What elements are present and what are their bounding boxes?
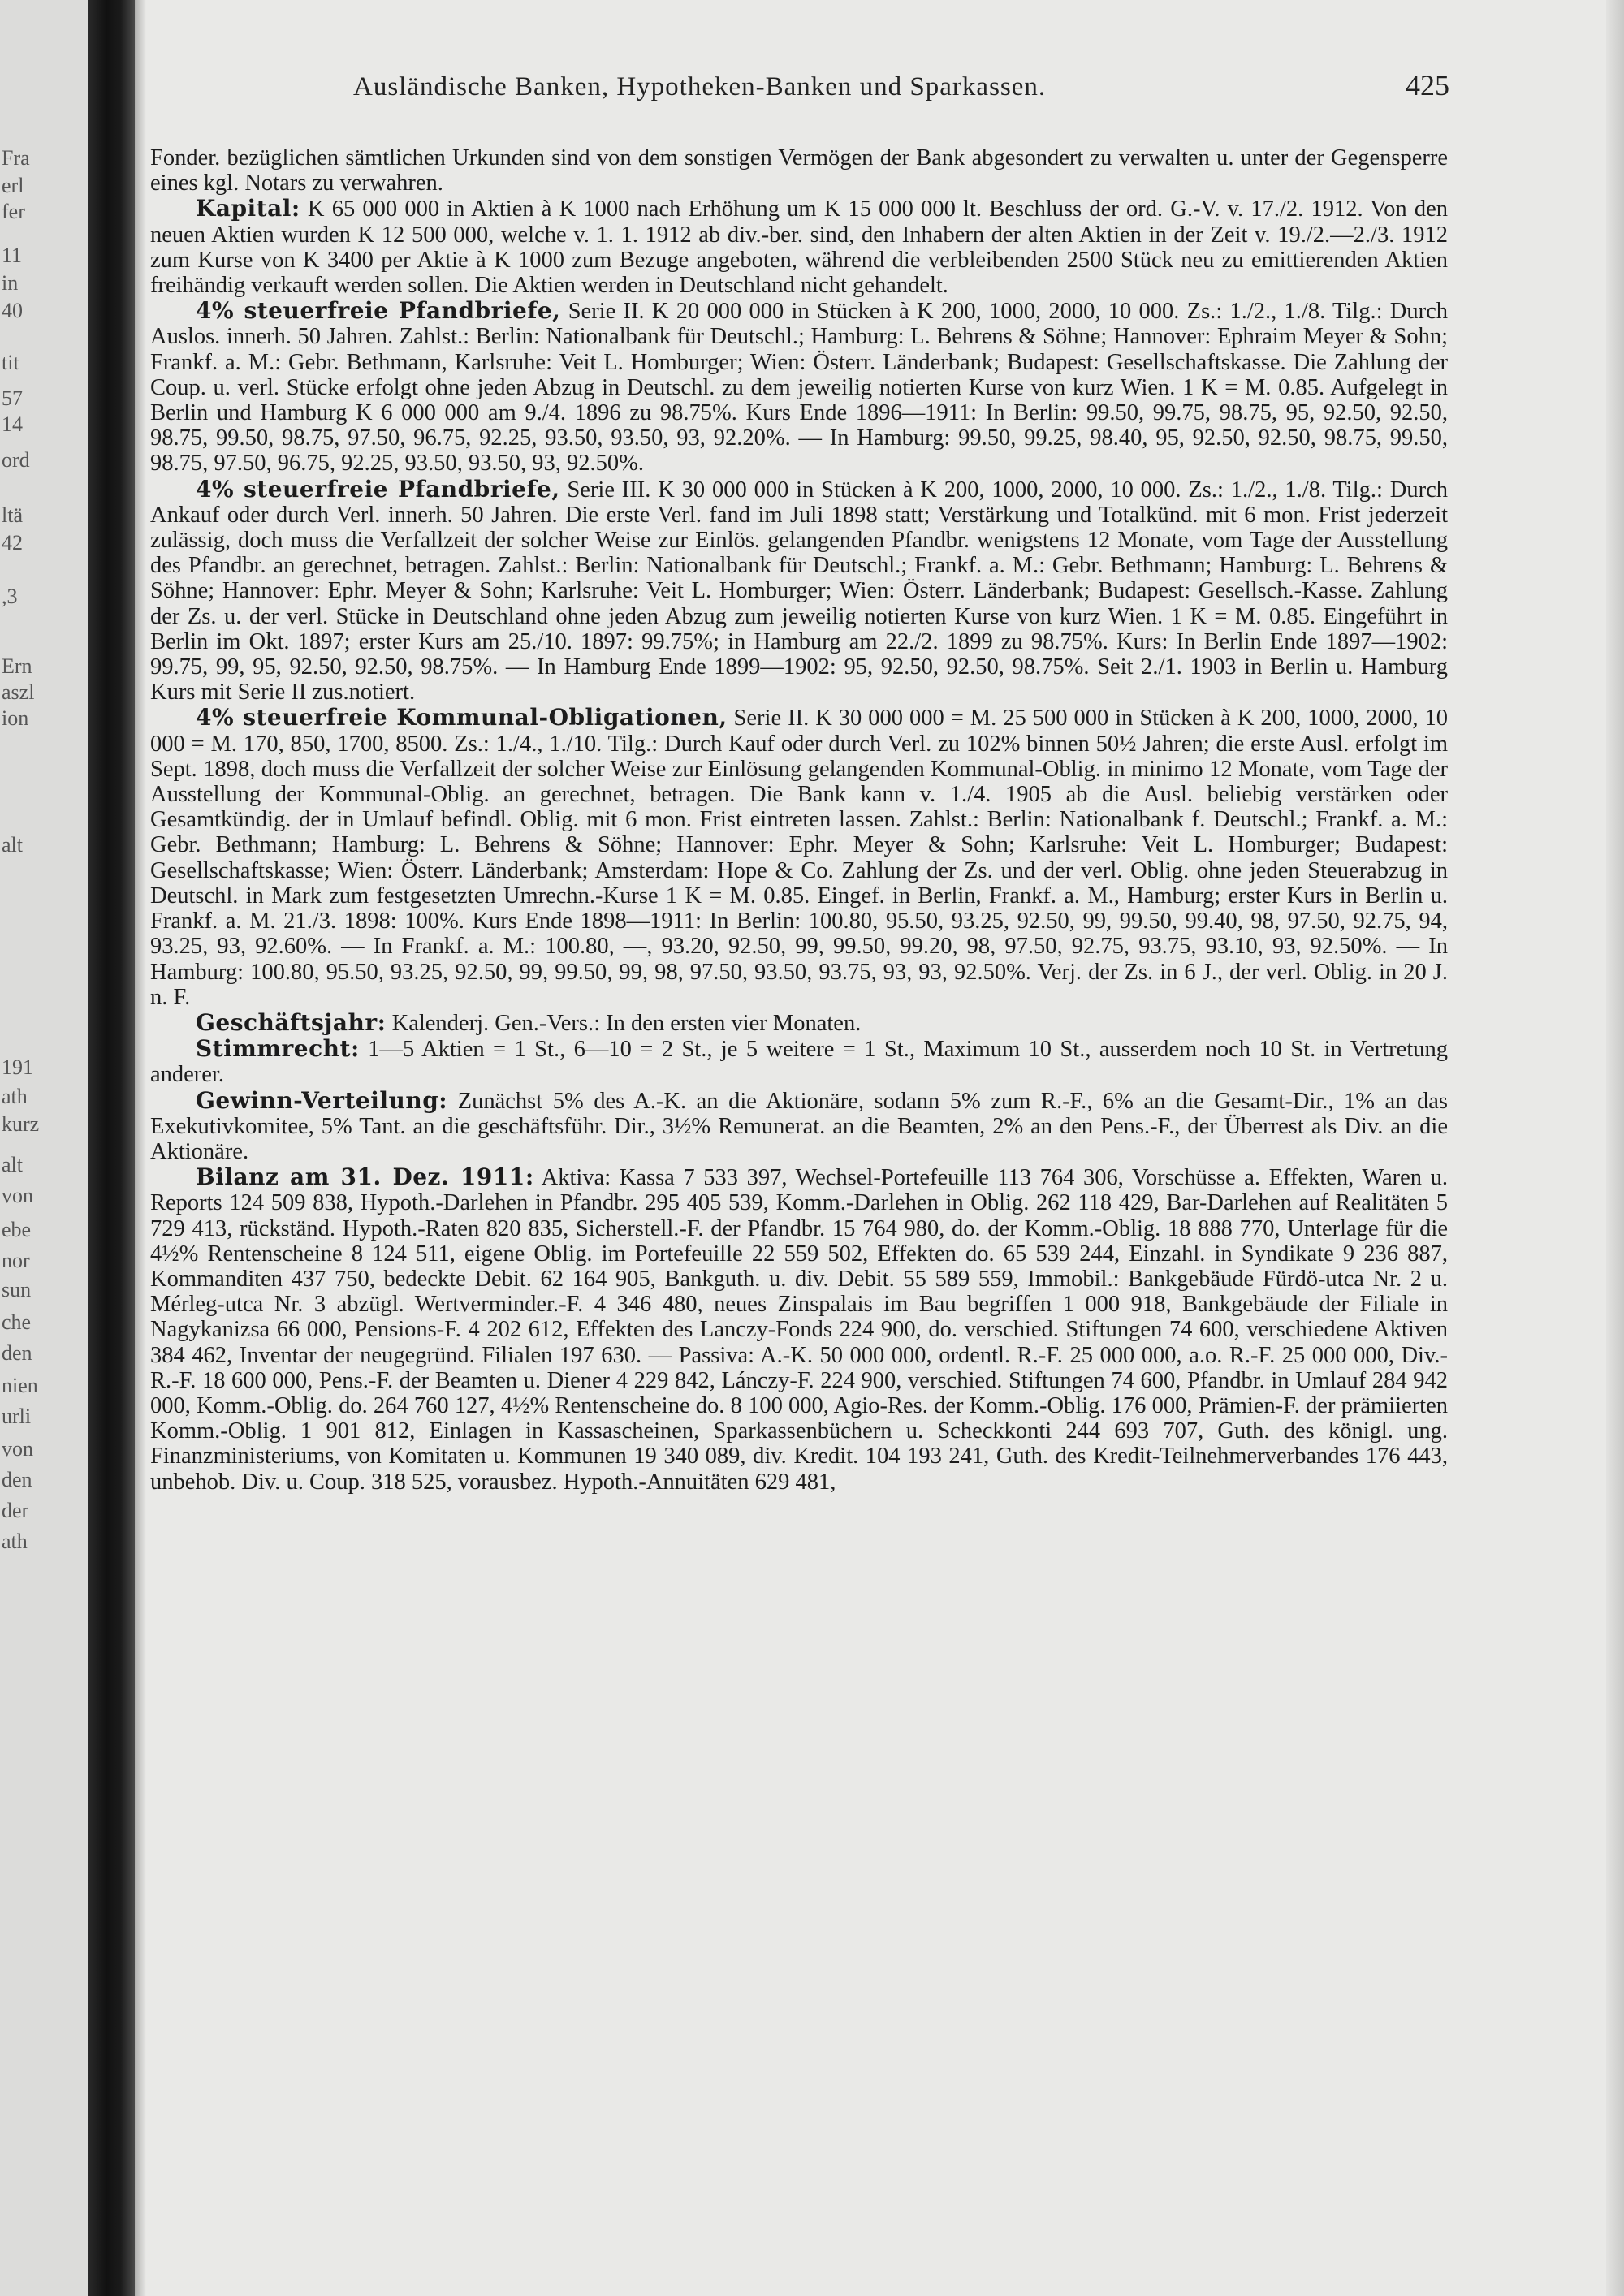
margin-fragment: ion — [2, 706, 29, 730]
margin-fragment: urli — [2, 1405, 32, 1428]
paragraph-body: Zunächst 5% des A.-K. an die Aktionäre, sodann 5% zum R.-F., 6% an die Gesamt-Dir., 1% an das Exekutivkomitee, 5% Tant. an die geschäftsführ. Dir., 3½% Remunerat. an die Beamten, 2% an den Pens.-F., der Überrest als Div. an die Aktionäre. — [150, 1088, 1448, 1164]
margin-fragment: Ern — [2, 654, 32, 678]
body-text — [150, 145, 1448, 1495]
margin-fragment: tit — [2, 351, 19, 374]
paragraph — [150, 145, 1448, 196]
paragraph-lead: Bilanz am 31. Dez. 1911: — [196, 1163, 534, 1191]
paragraph-gewinn-verteilung — [150, 1088, 1448, 1165]
margin-fragment: 40 — [2, 299, 23, 322]
margin-fragment: den — [2, 1341, 32, 1365]
paragraph-body: Aktiva: Kassa 7 533 397, Wechsel-Portefeuille 113 764 306, Vorschüsse a. Effekten, Waren u. Reports 124 509 838, Hypoth.-Darlehen in Pfandbr. 295 405 539, Komm.-Darlehen in Oblig. 262 118 429, Bar-Darlehen auf Realitäten 5 729 413, rückständ. Hypoth.-Raten 820 835, Sicherstell.-F. der Pfandbr. 15 764 980, do. der Komm.-Oblig. 18 888 770, Unterlage für die 4½% Rentenscheine 8 124 511, eigene Oblig. im Portefeuille 22 559 502, Effekten do. 65 539 244, Einzahl. in Syndikate 9 236 887, Kommanditen 437 750, bedeckte Debit. 62 164 905, Bankguth. u. div. Debit. 55 589 559, Immobil.: Bankgebäude Fürdö-utca Nr. 2 u. Mérleg-utca Nr. 3 abzügl. Wertverminder.-F. 4 346 480, neues Zinspalais im Bau begriffen 1 000 918, Bankgebäude der Filiale in Nagykanizsa 66 000, Pensions-F. 4 202 612, Effekten des Lanczy-Fonds 224 900, do. verschied. Stiftungen 74 600, verschiedene Aktiven 384 462, Inventar der neugegründ. Filialen 197 630. — Passiva: A.-K. 50 000 000, ordentl. R.-F. 25 000 000, a.o. R.-F. 25 000 000, Div.-R.-F. 18 600 000, Pens.-F. der Beamten u. Diener 4 229 842, Lánczy-F. 224 900, verschied. Stiftungen 74 600, Pfandbr. in Umlauf 284 942 000, Komm.-Oblig. do. 264 760 127, 4½% Rentenscheine do. 8 100 000, Agio-Res. der Komm.-Oblig. 176 000, Prämien-F. der prämiierten Komm.-Oblig. 1 901 812, Einlagen in Kassascheinen, Sparkassenbüchern u. Scheckkonti 244 693 707, Guth. des königl. ung. Finanzministeriums, von Komitaten u. Kommunen 19 340 089, div. Kredit. 104 193 241, Guth. des Kredit-Teilnehmerverbandes 176 443, unbehob. Div. u. Coup. 318 525, vorausbez. Hypoth.-Annuitäten 629 481, — [150, 1165, 1448, 1495]
margin-fragment: in — [2, 271, 19, 295]
paragraph-kapital — [150, 196, 1448, 298]
page-number: 425 — [1406, 69, 1449, 101]
margin-fragment: 42 — [2, 531, 23, 555]
margin-fragment: ebe — [2, 1218, 32, 1241]
paragraph-lead: 4% steuerfreie Pfandbriefe, — [196, 475, 560, 503]
margin-fragment: aszl — [2, 680, 35, 704]
margin-fragment: 57 — [2, 386, 23, 410]
margin-fragment: ,3 — [2, 585, 18, 608]
paragraph-body: Serie II. K 20 000 000 in Stücken à K 200, 1000, 2000, 10 000. Zs.: 1./2., 1./8. Tilg.: Durch Auslos. innerh. 50 Jahren. Zahlst.: Berlin: Nationalbank für Deutschl.; Hamburg: L. Behrens & Söhne; Hannover: Ephraim Meyer & Sohn; Frankf. a. M.: Gebr. Bethmann, Karlsruhe: Veit L. Homburger; Wien: Österr. Länderbank; Budapest: Gesellschaftskasse. Die Zahlung der Coup. u. verl. Stücke erfolgt ohne jeden Abzug in Deutschl. zu dem jeweilig notierten Kurse von kurz Wien. 1 K = M. 0.85. Aufgelegt in Berlin und Hamburg K 6 000 000 am 9./4. 1896 zu 98.75%. Kurs Ende 1896—1911: In Berlin: 99.50, 99.75, 98.75, 95, 92.50, 92.50, 98.75, 99.50, 98.75, 97.50, 96.75, 92.25, 93.50, 93.50, 93, 92.20%. — In Hamburg: 99.50, 99.25, 98.40, 95, 92.50, 92.50, 98.75, 99.50, 98.75, 97.50, 96.75, 92.25, 93.50, 93.50, 93, 92.50%. — [150, 299, 1448, 477]
paragraph-lead: 4% steuerfreie Pfandbriefe, — [196, 297, 561, 325]
margin-fragment: sun — [2, 1278, 32, 1301]
margin-fragment: Fra — [2, 146, 30, 170]
margin-fragment: ath — [2, 1530, 28, 1553]
margin-fragment: ord — [2, 448, 30, 472]
paragraph-pfandbriefe-serie-3 — [150, 477, 1448, 706]
paragraph-body: K 65 000 000 in Aktien à K 1000 nach Erhöhung um K 15 000 000 lt. Beschluss der ord. G.-V. v. 17./2. 1912. Von den neuen Aktien wurden K 12 500 000, welche v. 1. 1. 1912 ab div.-ber. sind, den Inhabern der alten Aktien in der Zeit v. 19./2.—2./3. 1912 zum Kurse von K 3400 per Aktie à K 1000 zum Bezuge angeboten, während die verbleibenden 2500 Stück neu zu emittierenden Aktien freihändig verkauft werden sollen. Die Aktien werden in Deutschland nicht gehandelt. — [150, 196, 1448, 299]
margin-fragment: nor — [2, 1249, 30, 1272]
paragraph-body: Fonder. bezüglichen sämtlichen Urkunden sind von dem sonstigen Vermögen der Bank abgesondert zu verwalten u. unter der Gegensperre eines kgl. Notars zu verwahren. — [150, 145, 1448, 196]
margin-fragment: ltä — [2, 503, 23, 527]
paragraph-pfandbriefe-serie-2 — [150, 298, 1448, 476]
paragraph-lead: Stimmrecht: — [196, 1035, 360, 1063]
margin-fragment: nien — [2, 1374, 38, 1397]
margin-fragment: kurz — [2, 1112, 40, 1136]
paragraph-body: Serie III. K 30 000 000 in Stücken à K 200, 1000, 2000, 10 000. Zs.: 1./2., 1./8. Tilg.: Durch Ankauf oder durch Verl. innerh. 50 Jahren. Die erste Verl. fand im Juli 1898 statt; Verstärkung und Totalkünd. mit 6 mon. Frist jederzeit zulässig, doch muss die Verfallzeit der solcher Weise zur Einlös. gelangenden Pfandbr. wenigstens 12 Monate, vom Tage der Ausstellung des Pfandbr. an gerechnet, betragen. Zahlst.: Berlin: Nationalbank für Deutschl.; Frankf. a. M.: Gebr. Bethmann; Hamburg: L. Behrens & Söhne; Hannover: Ephr. Meyer & Sohn; Karlsruhe: Veit L. Homburger; Wien: Österr. Länderbank; Budapest: Gesellsch.-Kasse. Zahlung der Zs. u. der verl. Stücke in Deutschland ohne jeden Abzug zum jeweilig notierten Kurse von kurz Wien. 1 K = M. 0.85. Eingeführt in Berlin im Okt. 1897; erster Kurs am 25./10. 1897: 99.75%; in Hamburg am 22./2. 1899 zu 98.75%. Kurs: In Berlin Ende 1897—1902: 99.75, 99, 95, 92.50, 92.50, 98.75%. — In Hamburg Ende 1899—1902: 95, 92.50, 92.50, 98.75%. Seit 2./1. 1903 in Berlin u. Hamburg Kurs mit Serie II zus.notiert. — [150, 477, 1448, 706]
paragraph-body: Serie II. K 30 000 000 = M. 25 500 000 in Stücken à K 200, 1000, 2000, 10 000 = M. 170, 850, 1700, 8500. Zs.: 1./4., 1./10. Tilg.: Durch Kauf oder durch Verl. zu 102% binnen 50½ Jahren; die erste Ausl. erfolgt im Sept. 1898, doch muss die Verfallzeit der solcher Weise zur Einlösung gelangenden Kommunal-Oblig. in minimo 12 Monate, vom Tage der Ausstellung der Kommunal-Oblig. an gerechnet, betragen. Die Bank kann v. 1./4. 1905 ab die Ausl. beliebig verstärken oder Gesamtkündig. der in Umlauf befindl. Oblig. mit 6 mon. Frist eintreten lassen. Zahlst.: Berlin: Nationalbank f. Deutschl.; Frankf. a. M.: Gebr. Bethmann; Hamburg: L. Behrens & Söhne; Hannover: Ephr. Meyer & Sohn; Karlsruhe: Veit L. Homburger; Budapest: Gesellschaftskasse; Wien: Österr. Länderbank; Amsterdam: Hope & Co. Zahlung der Zs. und der verl. Oblig. ohne jeden Steuerabzug in Deutschl. in Mark zum festgesetzten Umrechn.-Kurse 1 K = M. 0.85. Eingef. in Berlin, Frankf. a. M., Hamburg; erster Kurs in Berlin u. Frankf. a. M. 21./3. 1898: 100%. Kurs Ende 1898—1911: In Berlin: 100.80, 95.50, 93.25, 92.50, 99, 99.50, 99.40, 98, 97.50, 92.75, 94, 93.25, 93, 92.60%. — In Frankf. a. M.: 100.80, —, 93.20, 92.50, 99, 99.50, 99.20, 98, 97.50, 92.75, 93.75, 93.10, 93, 92.50%. — In Hamburg: 100.80, 95.50, 93.25, 92.50, 99, 99.50, 99, 98, 97.50, 93.50, 93.75, 93, 93, 92.50%. Verj. der Zs. in 6 J., der verl. Oblig. in 20 J. n. F. — [150, 706, 1448, 1010]
margin-fragment: alt — [2, 1153, 23, 1176]
margin-fragment: alt — [2, 833, 23, 857]
paragraph-lead: Kapital: — [196, 195, 300, 222]
paragraph-bilanz — [150, 1164, 1448, 1495]
running-header — [150, 68, 1449, 102]
paragraph-stimmrecht — [150, 1036, 1448, 1087]
paragraph-kommunal-obligationen — [150, 705, 1448, 1009]
margin-fragment: der — [2, 1499, 29, 1522]
gutter-shadow — [135, 0, 146, 2296]
page-edge — [1606, 0, 1624, 2296]
paragraph-geschaeftsjahr — [150, 1010, 1448, 1036]
paragraph-lead: 4% steuerfreie Kommunal-Obligationen, — [196, 704, 728, 732]
margin-fragment: den — [2, 1468, 32, 1491]
running-title: Ausländische Banken, Hypotheken-Banken und Sparkassen. — [353, 72, 1047, 101]
margin-fragment: 191 — [2, 1055, 33, 1079]
margin-fragment: 14 — [2, 412, 23, 436]
paragraph-body: Kalenderj. Gen.-Vers.: In den ersten vier Monaten. — [386, 1010, 862, 1036]
margin-fragment: che — [2, 1310, 32, 1334]
book-binding-gutter — [88, 0, 135, 2296]
paragraph-lead: Gewinn-Verteilung: — [196, 1086, 448, 1114]
margin-fragment: 11 — [2, 244, 23, 267]
margin-fragment: ath — [2, 1085, 28, 1108]
margin-fragment: erl — [2, 174, 24, 197]
paragraph-lead: Geschäftsjahr: — [196, 1008, 387, 1036]
paragraph-body: 1—5 Aktien = 1 St., 6—10 = 2 St., je 5 weitere = 1 St., Maximum 10 St., ausserdem noch 10 St. in Vertretung anderer. — [150, 1037, 1448, 1088]
margin-fragment: von — [2, 1184, 33, 1207]
margin-fragment: fer — [2, 200, 25, 223]
margin-fragment: von — [2, 1437, 33, 1461]
previous-page-margin — [0, 0, 88, 2296]
